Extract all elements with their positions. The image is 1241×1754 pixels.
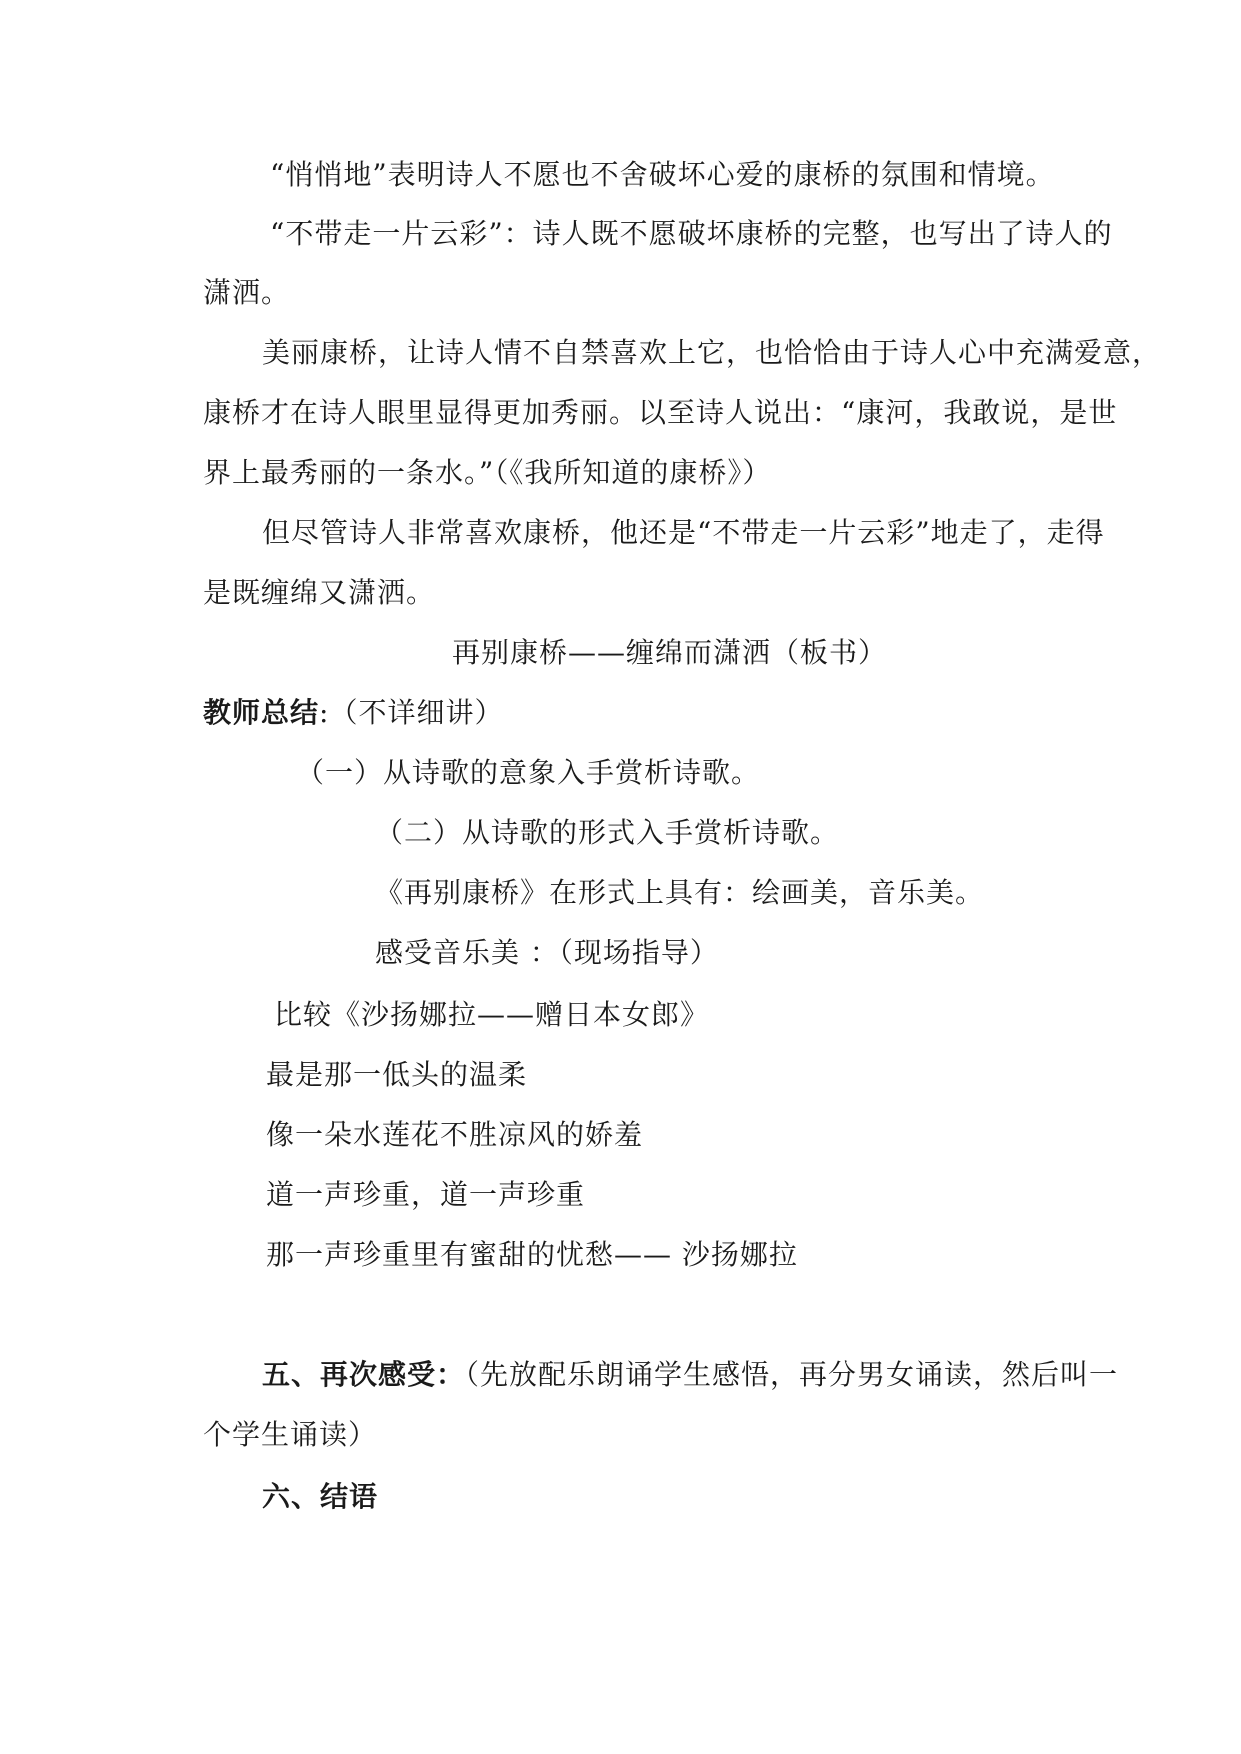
section-five-line <box>262 1355 1118 1395</box>
paragraph-line: 是既缠绵又潇洒。 <box>203 576 436 609</box>
teacher-summary-note: :（不详细讲） <box>319 696 504 729</box>
summary-point-2: （二）从诗歌的形式入手赏析诗歌。 <box>375 816 840 849</box>
paragraph-line: 美丽康桥，让诗人情不自禁喜欢上它，也恰恰由于诗人心中充满爱意， <box>262 336 1162 369</box>
poem-line: 道一声珍重，道一声珍重 <box>266 1178 586 1211</box>
poem-line: 像一朵水莲花不胜凉风的娇羞 <box>266 1118 644 1151</box>
paragraph-line: “悄悄地”表明诗人不愿也不舍破坏心爱的康桥的氛围和情境。 <box>270 158 1055 191</box>
teacher-summary-heading: 教师总结 <box>203 696 320 729</box>
section-five-note: （先放配乐朗诵学生感悟，再分男女诵读，然后叫一 <box>465 1358 1119 1391</box>
paragraph-line: 潇洒。 <box>203 276 291 309</box>
paragraph-line: “不带走一片云彩”：诗人既不愿破坏康桥的完整，也写出了诗人的 <box>270 217 1113 250</box>
paragraph-line: 《再别康桥》在形式上具有：绘画美，音乐美。 <box>375 876 985 909</box>
paragraph-line: 但尽管诗人非常喜欢康桥，他还是“不带走一片云彩”地走了，走得 <box>262 516 1105 549</box>
poem-line: 那一声珍重里有蜜甜的忧愁—— 沙扬娜拉 <box>266 1238 798 1271</box>
teacher-summary-line <box>203 693 503 733</box>
summary-point-1: （一）从诗歌的意象入手赏析诗歌。 <box>296 756 761 789</box>
paragraph-line: 感受音乐美 ：（现场指导） <box>375 936 719 969</box>
paragraph-line: 个学生诵读） <box>203 1418 378 1451</box>
section-five-heading: 五、再次感受： <box>262 1358 466 1391</box>
paragraph-line: 界上最秀丽的一条水。”（《我所知道的康桥》） <box>203 456 772 489</box>
paragraph-line: 比较《沙扬娜拉——赠日本女郎》 <box>274 998 710 1031</box>
section-six-heading: 六、结语 <box>262 1480 379 1513</box>
blackboard-note: 再别康桥——缠绵而潇洒（板书） <box>452 636 888 669</box>
poem-line: 最是那一低头的温柔 <box>266 1058 528 1091</box>
paragraph-line: 康桥才在诗人眼里显得更加秀丽。以至诗人说出：“康河，我敢说，是世 <box>203 396 1118 429</box>
